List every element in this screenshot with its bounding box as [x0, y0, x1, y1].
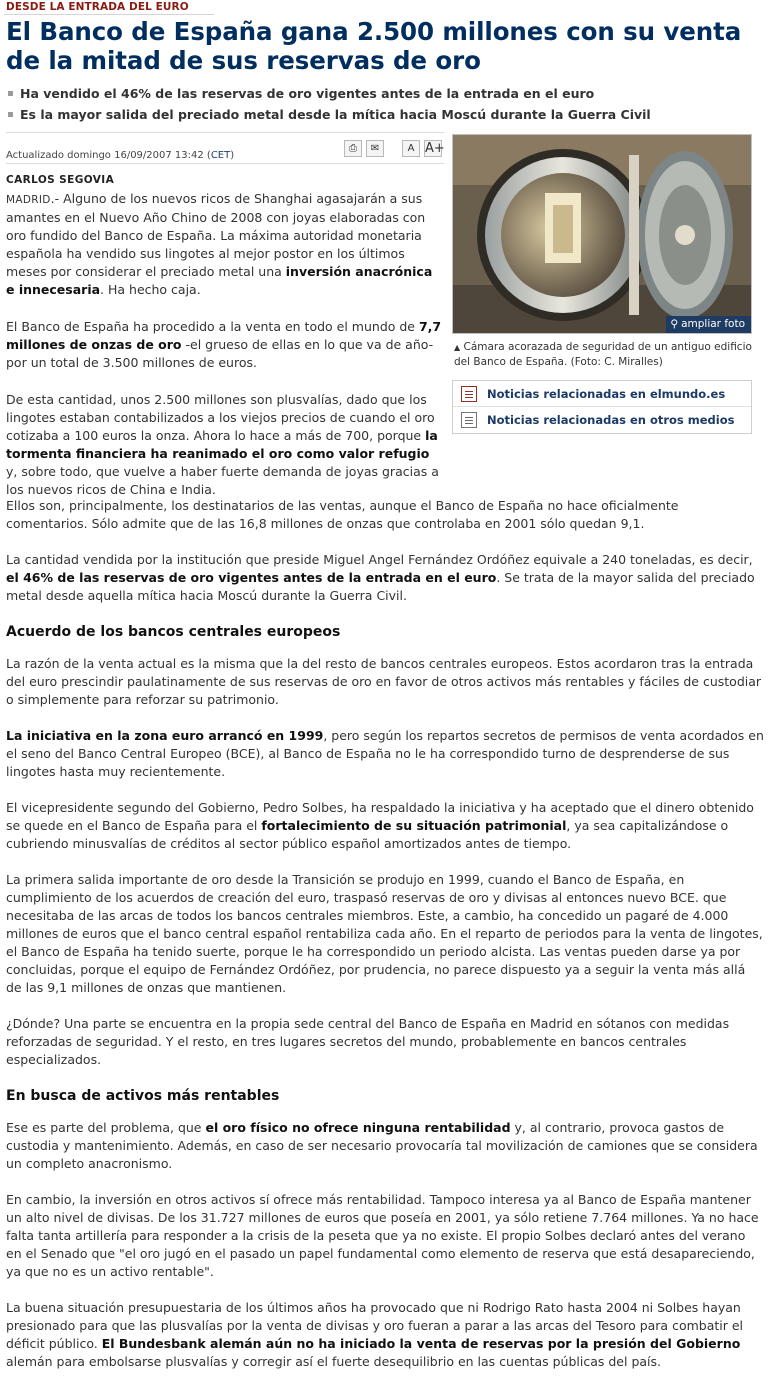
related-elmundo-link[interactable]: Noticias relacionadas en elmundo.es [453, 381, 751, 407]
kicker: DESDE LA ENTRADA DEL EURO [4, 0, 214, 15]
timezone-link[interactable]: CET [210, 150, 231, 161]
author-byline: CARLOS SEGOVIA [6, 174, 115, 186]
paragraph: La buena situación presupuestaria de los últimos años ha provocado que ni Rodrigo Rato hasta 2004 ni Solbes hayan presionado para que las plusvalías por la venta de divisas y oro fueran a parar a las arcas del Tesoro para combatir el déficit público. El Bundesbank alemán aún no ha iniciado la venta de reservas por la presión del Gobierno alemán para embolsarse plusvalías y corregir así el fuerte desequilibrio en las cuentas públicas del país. [6, 1300, 744, 1369]
divider [6, 163, 444, 164]
article-title: El Banco de España gana 2.500 millones con su venta de la mitad de sus reservas de oro [6, 17, 742, 75]
document-icon [461, 412, 477, 428]
subtitle-list [6, 83, 764, 125]
font-increase-button[interactable]: A+ [425, 141, 445, 156]
print-icon[interactable]: ⎙ [344, 140, 362, 157]
paragraph: Ellos son, principalmente, los destinatarios de las ventas, aunque el Banco de España no hace oficialmente comentarios. Sólo admite que de las 16,8 millones de onzas que controlaba en 2001 sólo quedan 9,1. [6, 498, 679, 531]
article-photo[interactable] [452, 134, 752, 334]
paragraph: MADRID.- Alguno de los nuevos ricos de Shanghai agasajarán a sus amantes en el Nuevo Año Chino de 2008 con joyas elaboradas con oro fundido del Banco de España. La máxima autoridad monetaria española ha vendido sus lingotes al mejor postor en los últimos meses por considerar el preciado metal una inversión anacrónica e innecesaria. Ha hecho caja. [6, 191, 433, 297]
paragraph: ¿Dónde? Una parte se encuentra en la propia sede central del Banco de España en Madrid en sótanos con medidas reforzadas de seguridad. Y el resto, en tres lugares secretos del mundo, probablemente en bancos centrales especializados. [6, 1016, 730, 1067]
section-heading: Acuerdo de los bancos centrales europeos [6, 624, 341, 640]
paragraph: El Banco de España ha procedido a la venta en todo el mundo de 7,7 millones de onzas de oro -el grueso de ellas en lo que va de año- por un total de 3.500 millones de euros. [6, 319, 442, 370]
zoom-photo-button[interactable]: ⚲ ampliar foto [666, 316, 751, 333]
subtitle-item: Es la mayor salida del preciado metal desde la mítica hacia Moscú durante la Guerra Civil [6, 104, 764, 125]
paragraph: La cantidad vendida por la institución que preside Miguel Angel Fernández Ordóñez equivale a 240 toneladas, es decir, el 46% de las reservas de oro vigentes antes de la entrada en el euro. Se trata de la mayor salida del preciado metal desde aquella mítica hacia Moscú durante la Guerra Civil. [6, 552, 755, 603]
paragraph: El vicepresidente segundo del Gobierno, Pedro Solbes, ha respaldado la iniciativa y ha aceptado que el dinero obtenido se quede en el Banco de España para el fortalecimiento de su situación patrimonial, ya sea capitalizándose o cubriendo minusvalías de créditos al sector público español amortizados antes de tiempo. [6, 800, 754, 851]
vault-photo-illustration [453, 135, 752, 334]
email-icon[interactable]: ✉ [366, 140, 384, 157]
paragraph: Ese es parte del problema, que el oro físico no ofrece ninguna rentabilidad y, al contrario, provoca gastos de custodia y mantenimiento. Además, en caso de ser necesario provocaría tal movilización de camiones que se considera un completo anacronismo. [6, 1120, 758, 1171]
photo-caption: ▲ Cámara acorazada de seguridad de un antiguo edificio del Banco de España. (Foto: C. Miralles) [454, 341, 752, 368]
paragraph: La primera salida importante de oro desde la Transición se produjo en 1999, cuando el Banco de España, en cumplimiento de los acuerdos de creación del euro, traspasó reservas de oro y divisas al entonces nuevo BCE. que necesitaba de las arcas de todos los bancos centrales miembros. Este, a cambio, ha concedido un pagaré de 4.000 millones de euros que el banco central español rentabiliza cada año. En el reparto de periodos para la venta de lingotes, el Banco de España ha tenido suerte, porque le ha correspondido un periodo alcista. Las ventas pueden darse ya por concluidas, porque el equipo de Fernández Ordóñez, por prudencia, no parece dispuesto ya a seguir la venta más allá de las 9,1 millones de onzas que mantienen. [6, 872, 763, 995]
paragraph: La razón de la venta actual es la misma que la del resto de bancos centrales europeos. Estos acordaron tras la entrada del euro prescindir paulatinamente de sus reservas de oro en favor de otros activos más rentables y fáciles de custodiar o simplemente para reforzar su patrimonio. [6, 656, 762, 707]
article-body [6, 497, 764, 1371]
article-tools [344, 140, 445, 157]
city-label: MADRID [6, 194, 51, 206]
related-other-media-link[interactable]: Noticias relacionadas en otros medios [453, 407, 751, 433]
font-decrease-button[interactable]: A [402, 140, 420, 157]
paragraph: La iniciativa en la zona euro arrancó en 1999, pero según los repartos secretos de permisos de venta acordados en el seno del Banco Central Europeo (BCE), al Banco de España no le ha correspondido turno de desprenderse de sus lingotes hasta muy recientemente. [6, 728, 764, 779]
magnifier-icon: ⚲ [670, 318, 679, 330]
article-body-top [6, 190, 444, 499]
document-icon [461, 386, 477, 402]
caret-up-icon: ▲ [454, 343, 461, 352]
subtitle-item: Ha vendido el 46% de las reservas de oro vigentes antes de la entrada en el euro [6, 83, 764, 104]
paragraph: En cambio, la inversión en otros activos sí ofrece más rentabilidad. Tampoco interesa ya al Banco de España mantener un alto nivel de divisas. De los 31.727 millones de euros que poseía en 2001, ya sólo retiene 7.764 millones. Ya no hace falta tanta artillería para responder a la crisis de la peseta que ya no existe. El propio Solbes declaró antes del verano en el Senado que "el oro jugó en el pasado un papel fundamental como elemento de reserva que está desapareciendo, ya que no es un activo rentable". [6, 1192, 759, 1279]
updated-timestamp: Actualizado domingo 16/09/2007 13:42 (CET) [6, 150, 235, 161]
section-heading: En busca de activos más rentables [6, 1088, 280, 1104]
paragraph: De esta cantidad, unos 2.500 millones son plusvalías, dado que los lingotes estaban contabilizados a los viejos precios de cuando el oro cotizaba a 100 euros la onza. Ahora lo hace a más de 700, porque la tormenta financiera ha reanimado el oro como valor refugio y, sobre todo, que vuelve a haber fuerte demanda de joyas gracias a los nuevos ricos de China e India. [6, 392, 439, 497]
related-news-box [452, 380, 752, 434]
